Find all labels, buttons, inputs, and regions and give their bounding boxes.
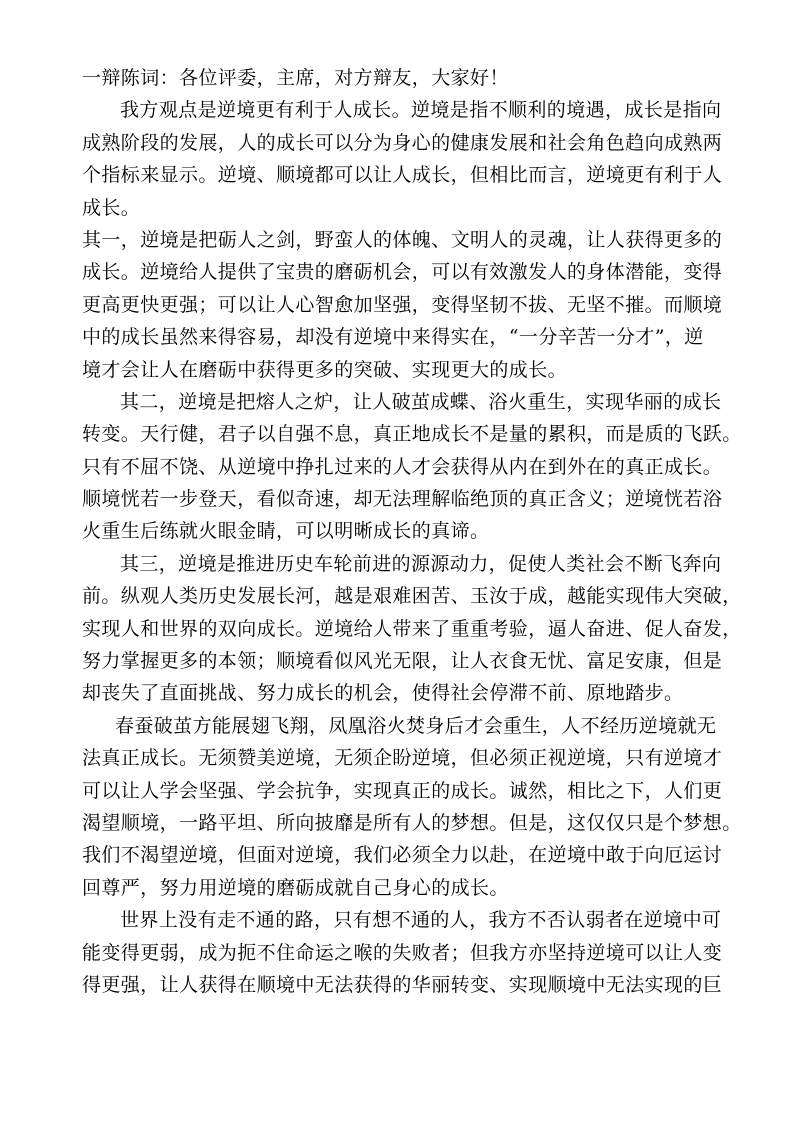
text-line: 顺境恍若一步登天，看似奇速，却无法理解临绝顶的真正含义；逆境恍若浴	[82, 488, 723, 511]
text-line: 成熟阶段的发展，人的成长可以分为身心的健康发展和社会角色趋向成熟两	[82, 131, 723, 154]
text-line: 实现人和世界的双向成长。逆境给人带来了重重考验，逼人奋进、促人奋发，	[82, 617, 742, 640]
text-line: 法真正成长。无须赞美逆境，无须企盼逆境，但必须正视逆境，只有逆境才	[82, 747, 723, 770]
text-line: 春蚕破茧方能展翅飞翔，凤凰浴火焚身后才会重生，人不经历逆境就无	[115, 714, 717, 737]
text-line: 能变得更弱，成为扼不住命运之喉的失败者；但我方亦坚持逆境可以让人变	[82, 941, 723, 964]
text-line: 一辩陈词：各位评委，主席，对方辩友，大家好！	[82, 67, 509, 89]
document-body	[82, 62, 742, 1001]
text-line: 得更强，让人获得在顺境中无法获得的华丽转变、实现顺境中无法实现的巨	[82, 973, 723, 996]
text-line: 我方观点是逆境更有利于人成长。逆境是指不顺利的境遇，成长是指向	[120, 99, 722, 122]
text-line: 中的成长虽然来得容易，却没有逆境中来得实在，“一分辛苦一分才”，逆	[82, 326, 704, 349]
text-line: 回尊严，努力用逆境的磨砺成就自己身心的成长。	[82, 876, 509, 899]
text-line: 境才会让人在磨砺中获得更多的突破、实现更大的成长。	[82, 358, 568, 381]
text-line: 其一，逆境是把砺人之剑，野蛮人的体魄、文明人的灵魂，让人获得更多的	[82, 228, 723, 251]
text-line: 努力掌握更多的本领；顺境看似风光无限，让人衣食无忧、富足安康，但是	[82, 650, 723, 673]
text-line: 可以让人学会坚强、学会抗争，实现真正的成长。诚然，相比之下，人们更	[82, 779, 723, 802]
text-line: 成长。	[82, 196, 141, 219]
text-line: 转变。天行健，君子以自强不息，真正地成长不是量的累积，而是质的飞跃。	[82, 423, 742, 446]
text-line: 火重生后练就火眼金睛，可以明晰成长的真谛。	[82, 520, 490, 543]
text-line: 更高更快更强；可以让人心智愈加坚强，变得坚韧不拔、无坚不摧。而顺境	[82, 293, 723, 316]
text-line: 只有不屈不饶、从逆境中挣扎过来的人才会获得从内在到外在的真正成长。	[82, 455, 723, 478]
text-line: 渴望顺境，一路平坦、所向披靡是所有人的梦想。但是，这仅仅只是个梦想。	[82, 811, 742, 834]
text-line: 却丧失了直面挑战、努力成长的机会，使得社会停滞不前、原地踏步。	[82, 682, 684, 705]
text-line: 个指标来显示。逆境、顺境都可以让人成长，但相比而言，逆境更有利于人	[82, 164, 723, 187]
text-line: 世界上没有走不通的路，只有想不通的人，我方不否认弱者在逆境中可	[120, 909, 722, 932]
text-line: 其三，逆境是推进历史车轮前进的源源动力，促使人类社会不断飞奔向	[120, 552, 722, 575]
text-line: 其二，逆境是把熔人之炉，让人破茧成蝶、浴火重生，实现华丽的成长	[120, 390, 722, 413]
text-line: 成长。逆境给人提供了宝贵的磨砺机会，可以有效激发人的身体潜能，变得	[82, 261, 723, 284]
text-line: 前。纵观人类历史发展长河，越是艰难困苦、玉汝于成，越能实现伟大突破，	[82, 585, 742, 608]
text-line: 我们不渴望逆境，但面对逆境，我们必须全力以赴，在逆境中敢于向厄运讨	[82, 844, 723, 867]
